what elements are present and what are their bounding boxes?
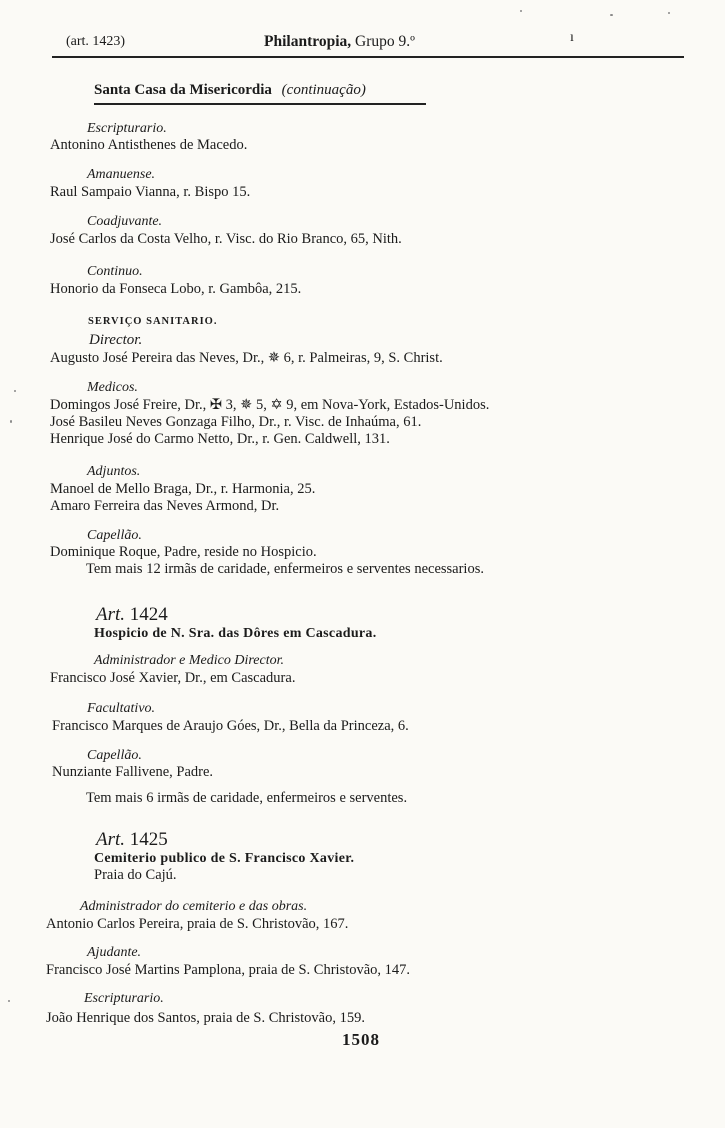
scan-speck — [520, 10, 522, 12]
role-medicos: Medicos. — [87, 380, 138, 395]
article-1424-number: 1424 — [129, 604, 168, 625]
header-title-rest: Grupo 9.º — [355, 33, 415, 50]
role-ajudante: Ajudante. — [87, 945, 142, 960]
section-underline — [94, 103, 426, 105]
role-continuo: Continuo. — [87, 264, 143, 279]
institution-cemiterio: Cemiterio publico de S. Francisco Xavier. — [94, 851, 355, 866]
location-praia-caju: Praia do Cajú. — [94, 867, 177, 883]
header-rule — [52, 56, 684, 58]
name-ajudante: Francisco José Martins Pamplona, praia de S. Christovão, 147. — [46, 962, 411, 978]
role-escripturario: Escripturario. — [87, 121, 167, 136]
role-amanuense: Amanuense. — [87, 167, 156, 182]
scan-speck — [668, 12, 670, 14]
role-administrador-medico: Administrador e Medico Director. — [94, 653, 285, 668]
name-capellao: Dominique Roque, Padre, reside no Hospicio. — [50, 544, 317, 560]
heading-servico-sanitario: SERVIÇO SANITARIO. — [88, 316, 218, 327]
name-coadjuvante: José Carlos da Costa Velho, r. Visc. do Rio Branco, 65, Nith. — [50, 231, 402, 247]
name-administrador-medico: Francisco José Xavier, Dr., em Cascadura. — [50, 670, 296, 686]
section-title — [94, 82, 366, 99]
institution-hospicio: Hospicio de N. Sra. das Dôres em Cascadura. — [94, 626, 377, 641]
scan-speck — [14, 390, 16, 392]
role-adjuntos: Adjuntos. — [87, 464, 141, 479]
role-coadjuvante: Coadjuvante. — [87, 214, 163, 229]
header-mark: ı — [570, 30, 574, 45]
section-title-sub: (continuação) — [281, 82, 366, 98]
name-medico-2: José Basileu Neves Gonzaga Filho, Dr., r. Visc. de Inhaúma, 61. — [50, 414, 422, 430]
article-1425-heading — [96, 829, 168, 851]
note-caridade-1424: Tem mais 6 irmãs de caridade, enfermeiros e serventes. — [86, 790, 408, 806]
name-adjunto-1: Manoel de Mello Braga, Dr., r. Harmonia, 25. — [50, 481, 316, 497]
name-amanuense: Raul Sampaio Vianna, r. Bispo 15. — [50, 184, 251, 200]
role-facultativo: Facultativo. — [87, 701, 156, 716]
article-1424-label: Art. — [96, 604, 126, 625]
scan-speck — [610, 14, 613, 16]
note-caridade: Tem mais 12 irmãs de caridade, enfermeiros e serventes necessarios. — [86, 561, 484, 577]
name-medico-3: Henrique José do Carmo Netto, Dr., r. Gen. Caldwell, 131. — [50, 431, 390, 447]
name-adjunto-2: Amaro Ferreira das Neves Armond, Dr. — [50, 498, 280, 514]
role-director: Director. — [89, 332, 143, 348]
name-continuo: Honorio da Fonseca Lobo, r. Gambôa, 215. — [50, 281, 302, 297]
section-title-main: Santa Casa da Misericordia — [94, 82, 272, 98]
name-medico-1: Domingos José Freire, Dr., ✠ 3, ✵ 5, ✡ 9, em Nova-York, Estados-Unidos. — [50, 397, 490, 413]
scan-speck — [8, 1000, 10, 1002]
role-escripturario-1425: Escripturario. — [84, 991, 164, 1006]
name-capellao-1424: Nunziante Fallivene, Padre. — [52, 764, 214, 780]
page-number: 1508 — [342, 1030, 380, 1049]
name-facultativo: Francisco Marques de Araujo Góes, Dr., Bella da Princeza, 6. — [52, 718, 409, 734]
name-escripturario-1425: João Henrique dos Santos, praia de S. Christovão, 159. — [46, 1010, 365, 1026]
name-administrador-cemiterio: Antonio Carlos Pereira, praia de S. Christovão, 167. — [46, 916, 349, 932]
role-capellao: Capellão. — [87, 528, 142, 543]
article-1425-number: 1425 — [129, 829, 168, 850]
header-title — [264, 33, 415, 51]
role-administrador-cemiterio: Administrador do cemiterio e das obras. — [80, 899, 308, 914]
scan-speck — [10, 420, 12, 423]
role-capellao-1424: Capellão. — [87, 748, 142, 763]
header-title-bold: Philantropia, — [264, 33, 352, 50]
article-1424-heading — [96, 604, 168, 626]
header-article-ref: (art. 1423) — [66, 34, 126, 49]
name-escripturario: Antonino Antisthenes de Macedo. — [50, 137, 248, 153]
name-director: Augusto José Pereira das Neves, Dr., ✵ 6, r. Palmeiras, 9, S. Christ. — [50, 350, 443, 366]
article-1425-label: Art. — [96, 829, 126, 850]
